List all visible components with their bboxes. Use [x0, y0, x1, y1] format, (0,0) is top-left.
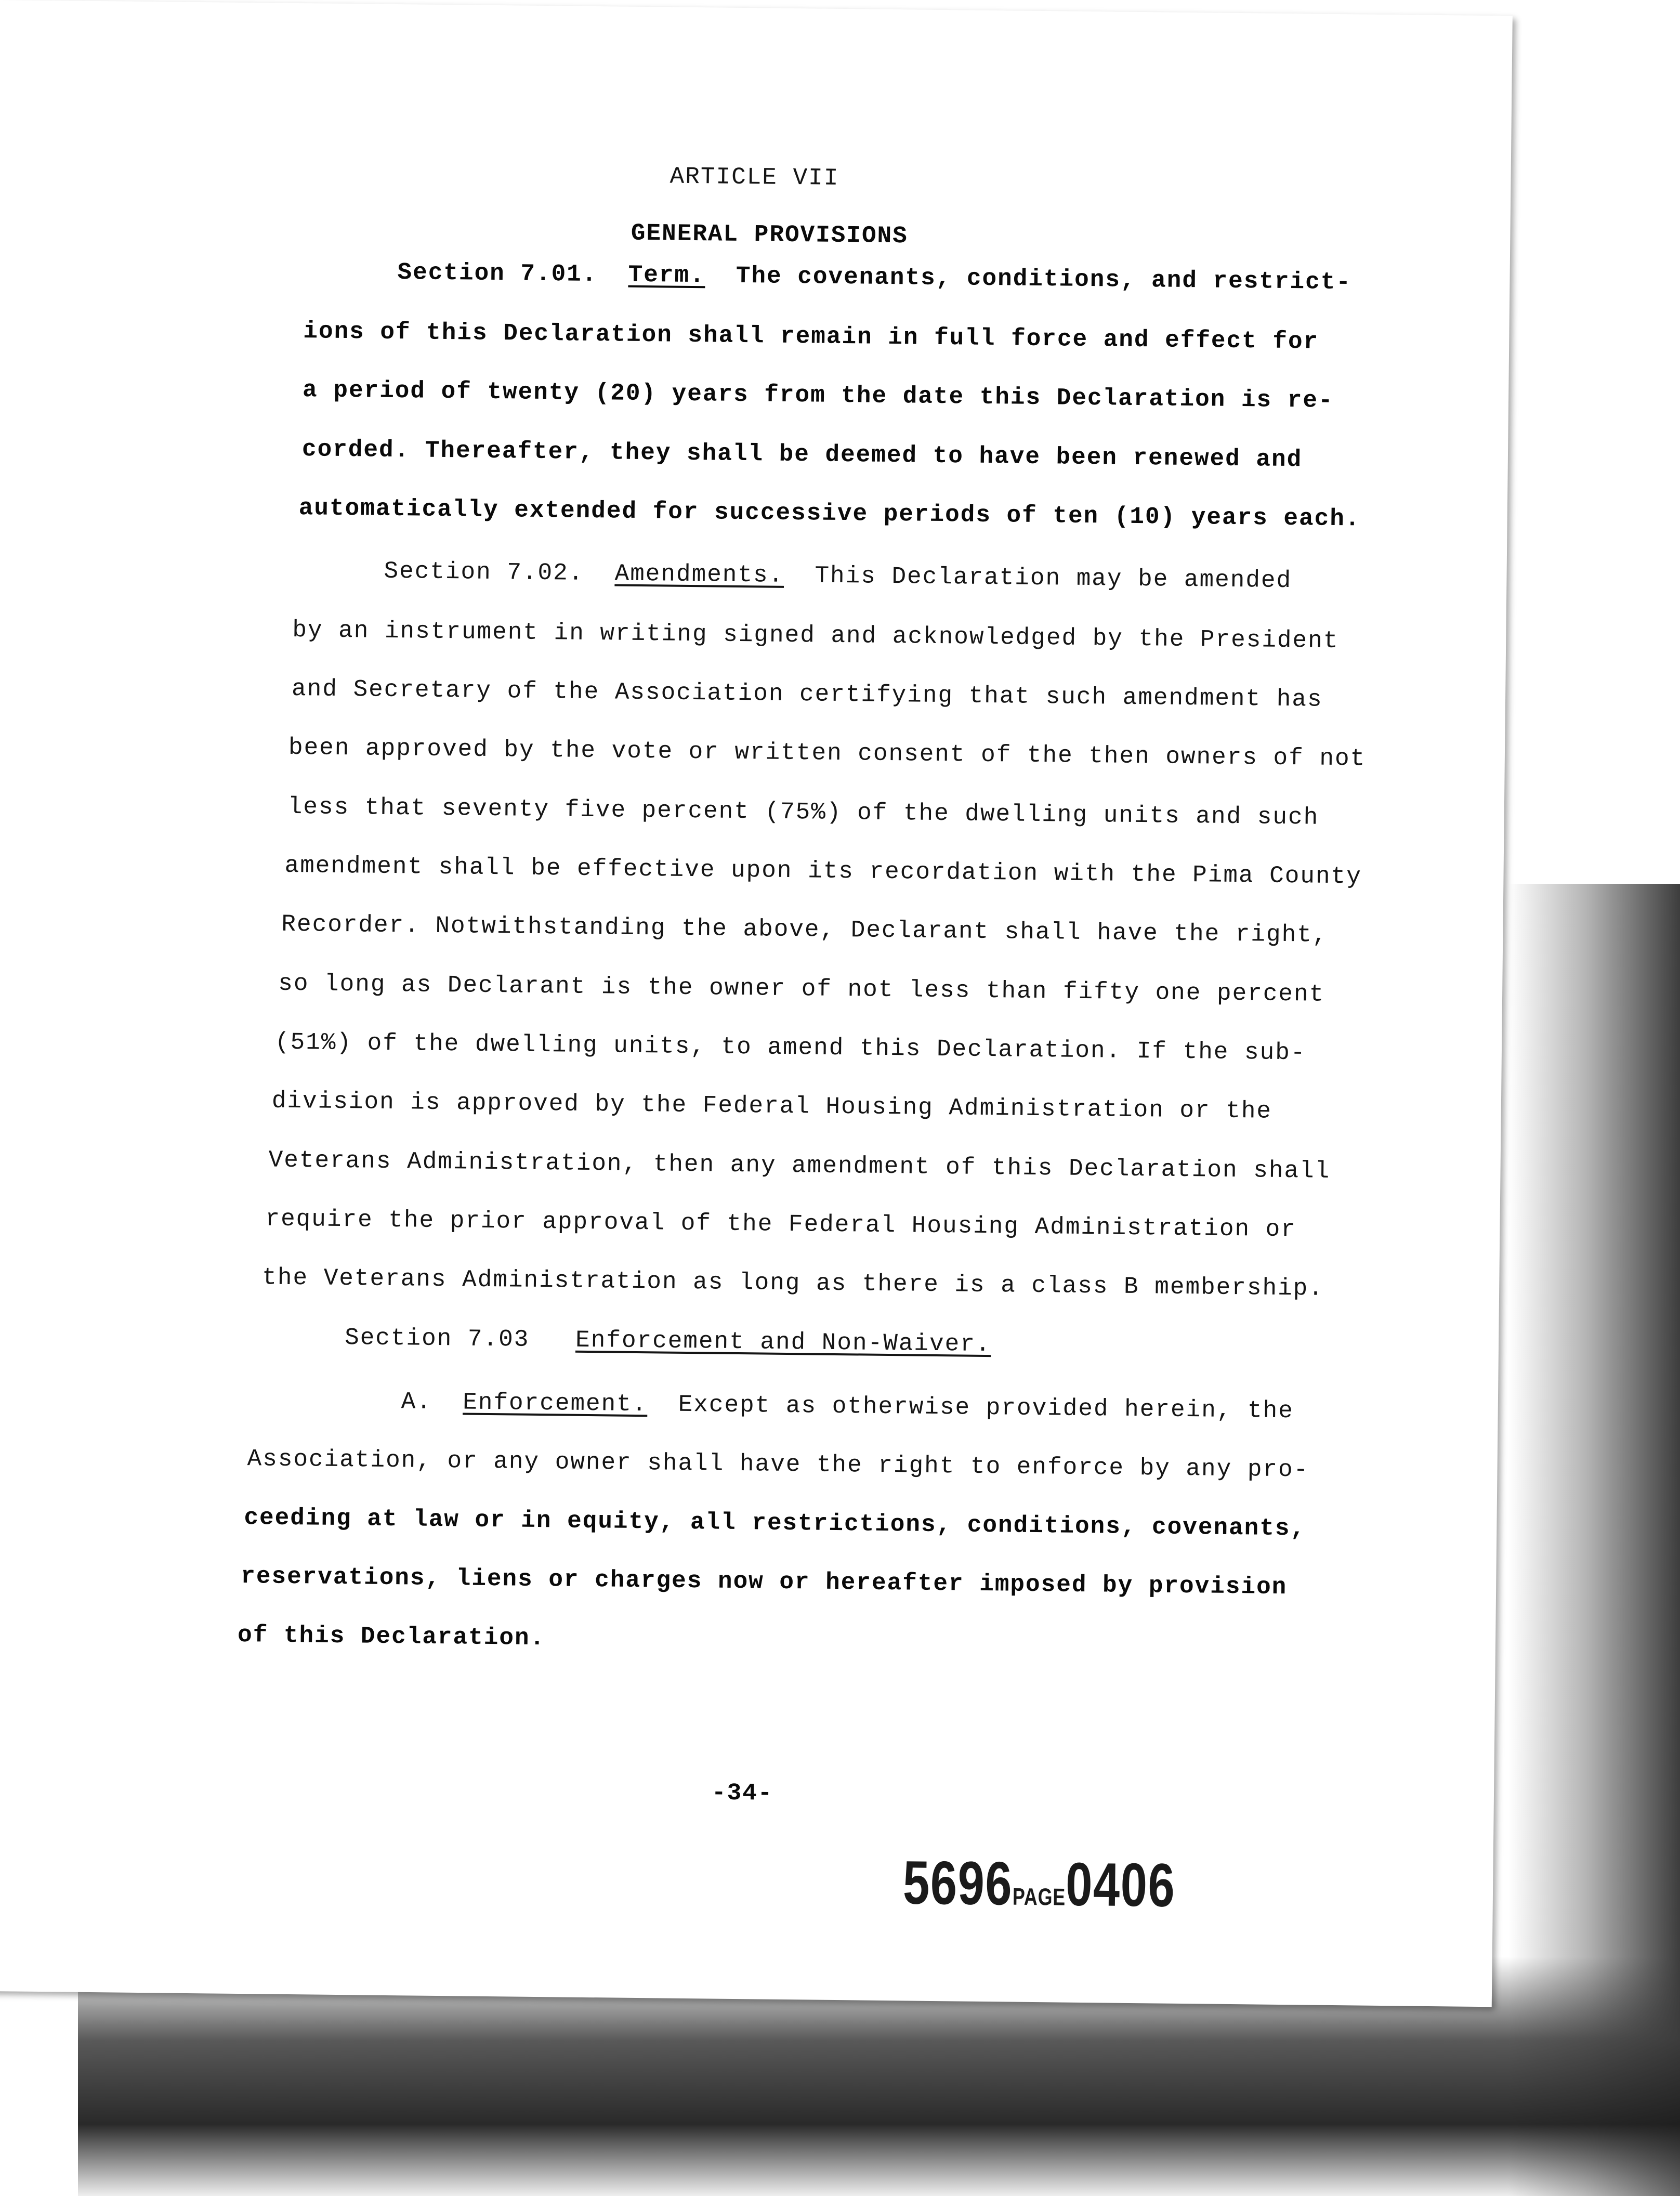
enforcement-line-1: Except as otherwise provided herein, the: [678, 1391, 1294, 1425]
enforcement-line-4: reservations, liens or charges now or hereafter imposed by provision: [241, 1563, 1288, 1601]
section-7-01-line-2: ions of this Declaration shall remain in full force and effect for: [303, 318, 1319, 356]
section-7-02-label: Section 7.02.: [384, 557, 584, 587]
section-7-02-line-8: so long as Declarant is the owner of not less than fifty one percent: [278, 970, 1325, 1008]
article-heading: ARTICLE VII: [670, 163, 839, 192]
section-7-01-label: Section 7.01.: [397, 259, 598, 289]
recording-stamp: [902, 1847, 1176, 1920]
section-7-01-line-4: corded. Thereafter, they shall be deemed to have been renewed and: [301, 436, 1303, 474]
section-7-02-term: Amendments.: [614, 560, 784, 589]
section-7-03-heading: [345, 1324, 991, 1358]
section-7-03-term: Enforcement and Non-Waiver.: [575, 1326, 991, 1358]
section-7-02-line-11: Veterans Administration, then any amendment of this Declaration shall: [268, 1146, 1331, 1185]
section-7-02-line-7: Recorder. Notwithstanding the above, Declarant shall have the right,: [281, 910, 1328, 949]
section-7-01-line-5: automatically extended for successive periods of ten (10) years each.: [298, 494, 1361, 533]
section-7-02-line-9: (51%) of the dwelling units, to amend this Declaration. If the sub-: [274, 1028, 1306, 1067]
enforcement-term: Enforcement.: [462, 1389, 648, 1418]
section-7-02-line-1: This Declaration may be amended: [815, 562, 1292, 595]
enforcement-line-3: ceeding at law or in equity, all restrictions, conditions, covenants,: [244, 1504, 1306, 1543]
enforcement-label: A.: [401, 1388, 432, 1416]
section-7-02-line-6: amendment shall be effective upon its recordation with the Pima County: [284, 852, 1362, 891]
stamp-page-word: PAGE: [1012, 1883, 1066, 1911]
article-title: GENERAL PROVISIONS: [631, 219, 909, 250]
enforcement-line-5: of this Declaration.: [237, 1621, 546, 1652]
section-7-02-line-10: division is approved by the Federal Housing Administration or the: [271, 1087, 1272, 1125]
enforcement-line-2: Association, or any owner shall have the right to enforce by any pro-: [247, 1445, 1309, 1484]
section-7-02-line-4: been approved by the vote or written consent of the then owners of not: [288, 734, 1366, 773]
section-7-02-heading: [384, 558, 1292, 594]
stamp-page-number: 0406: [1065, 1850, 1176, 1920]
section-7-02-line-12: require the prior approval of the Federal Housing Administration or: [265, 1205, 1297, 1244]
section-7-02-line-3: and Secretary of the Association certifying that such amendment has: [291, 675, 1323, 713]
stamp-book-number: 5696: [902, 1848, 1013, 1918]
page-number: -34-: [711, 1779, 773, 1807]
section-7-02-line-2: by an instrument in writing signed and acknowledged by the President: [292, 616, 1339, 655]
section-7-01-line-1: The covenants, conditions, and restrict-: [736, 262, 1352, 296]
section-7-02-line-5: less that seventy five percent (75%) of the dwelling units and such: [287, 793, 1319, 831]
section-7-01-term: Term.: [628, 261, 705, 290]
section-7-02-line-13: the Veterans Administration as long as there is a class B membership.: [262, 1264, 1324, 1302]
section-7-01-line-3: a period of twenty (20) years from the date this Declaration is re-: [302, 376, 1334, 414]
enforcement-heading: [401, 1388, 1294, 1424]
section-7-03-label: Section 7.03: [344, 1324, 530, 1353]
section-7-01-heading: [397, 259, 1351, 296]
